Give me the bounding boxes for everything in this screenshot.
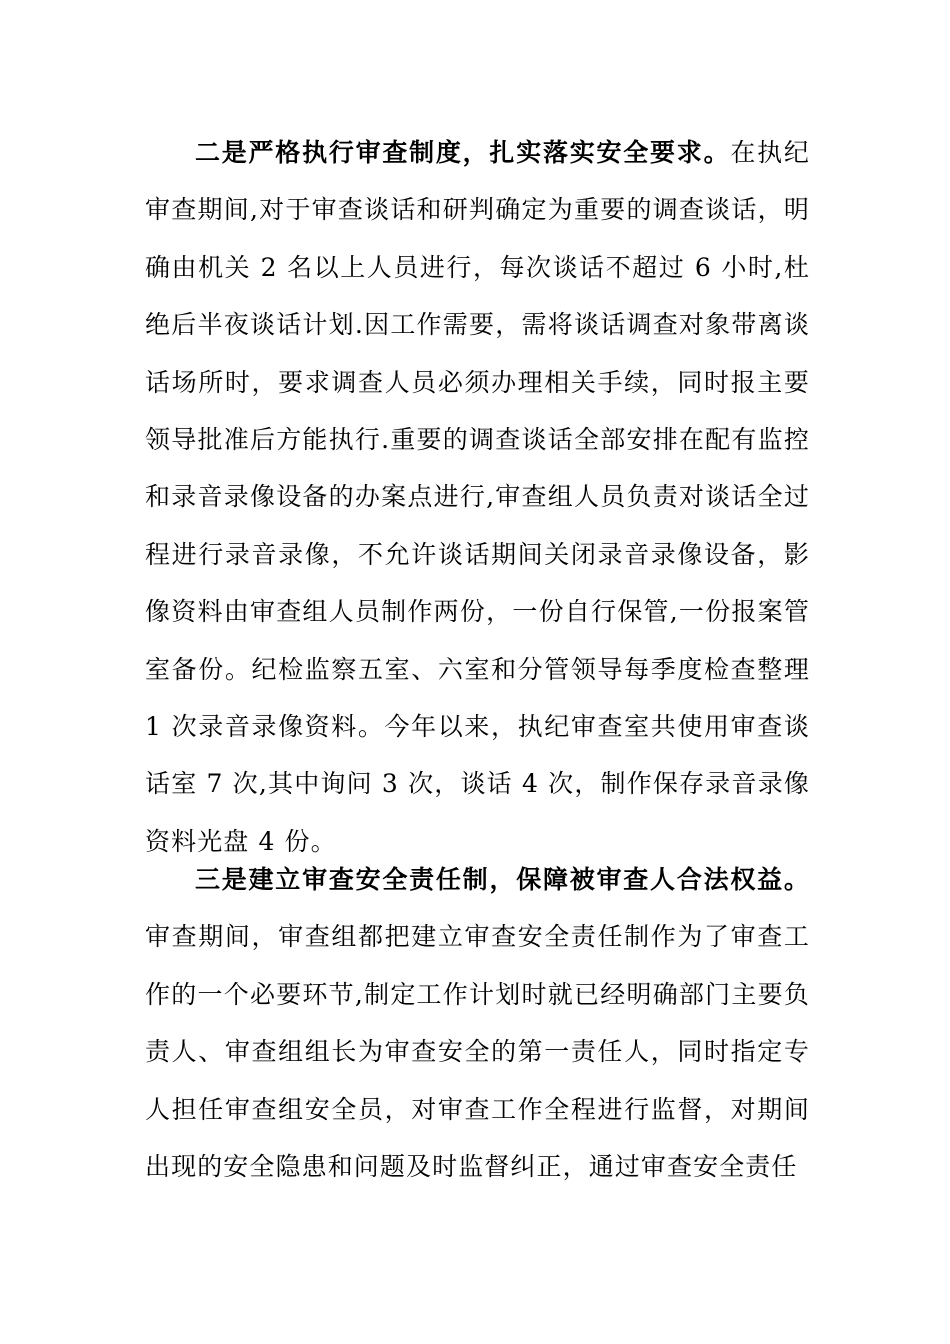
paragraph-body: 审查期间，审查组都把建立审查安全责任制作为了审查工作的一个必要环节,制定工作计划时就已经明确部门主要负责人、审查组组长为审查安全的第一责任人，同时指定专人担任审查组安全员，对审查工作全程进行监督，对期间出现的安全隐患和问题及时监督纠正，通过审查安全责任	[145, 922, 810, 1182]
paragraph-2	[145, 124, 810, 870]
paragraph-3	[145, 851, 810, 1195]
paragraph-body: 在执纪审查期间,对于审查谈话和研判确定为重要的调查谈话，明确由机关 2 名以上人员进行，每次谈话不超过 6 小时,杜绝后半夜谈话计划.因工作需要，需将谈话调查对象带离谈话场所时，要求调查人员必须办理相关手续，同时报主要领导批准后方能执行.重要的调查谈话全部安排在配有监控和录音录像设备的办案点进行,审查组人员负责对谈话全过程进行录音录像，不允许谈话期间关闭录音录像设备，影像资料由审查组人员制作两份，一份自行保管,一份报案管室备份。纪检监察五室、六室和分管领导每季度检查整理 1 次录音录像资料。今年以来，执纪审查室共使用审查谈话室 7 次,其中询问 3 次，谈话 4 次，制作保存录音录像资料光盘 4 份。	[145, 138, 810, 856]
paragraph-lead: 三是建立审查安全责任制，保障被审查人合法权益。	[195, 865, 810, 894]
paragraph-lead: 二是严格执行审查制度，扎实落实安全要求。	[195, 138, 731, 167]
